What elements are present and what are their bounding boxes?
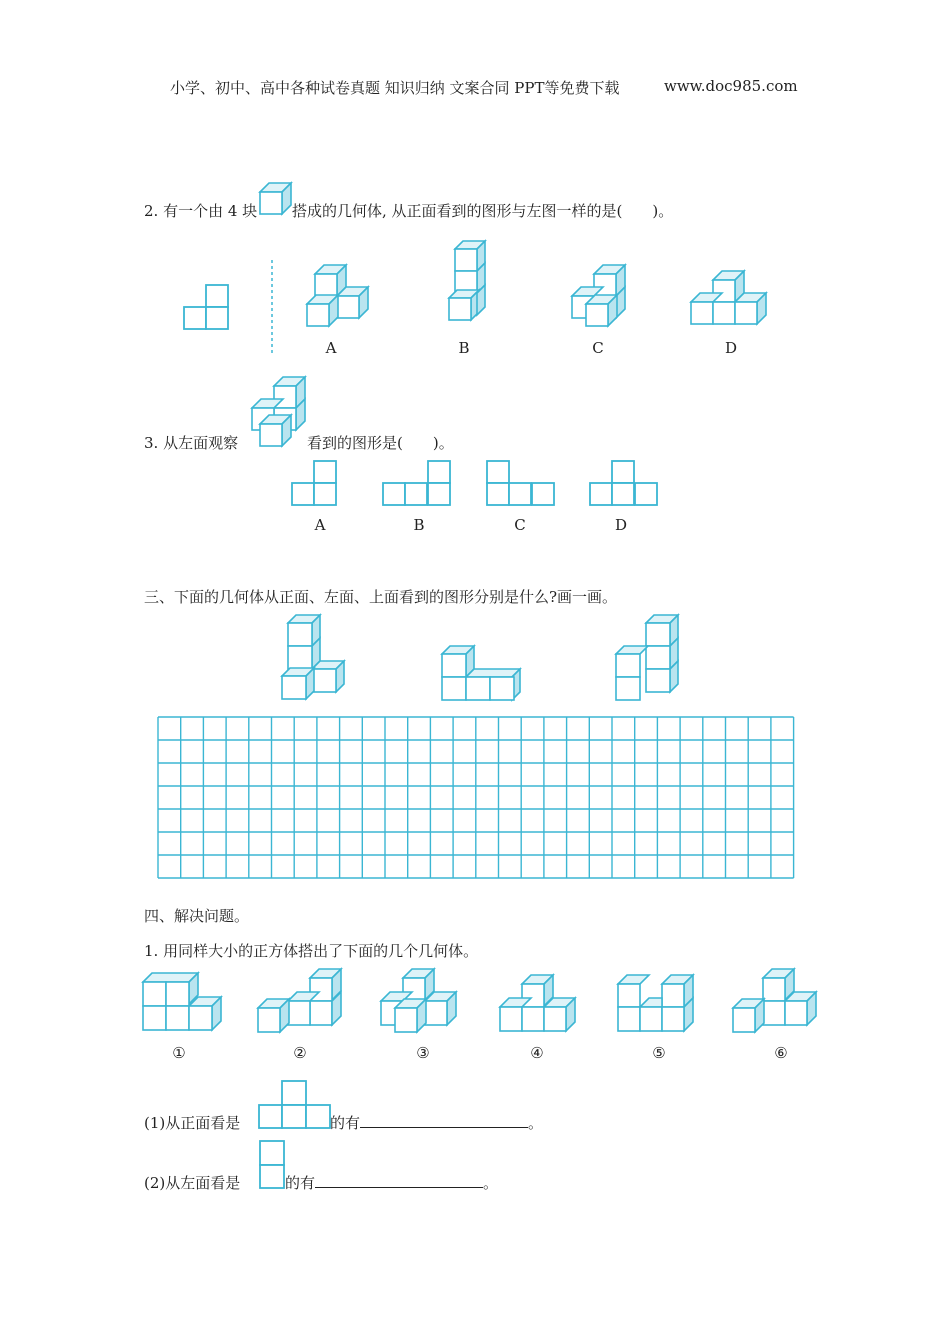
drawing-grid[interactable] — [157, 716, 795, 880]
sub2-answer-line[interactable] — [285, 1172, 498, 1193]
sub2-text-after: 的有 — [285, 1174, 316, 1192]
section4-label-5: ⑤ — [652, 1044, 666, 1062]
q2-text-after: 搭成的几何体, 从正面看到的图形与左图一样的是( )。 — [292, 202, 674, 220]
q3-option-c-label[interactable]: C — [514, 516, 526, 534]
q3-option-d-label[interactable]: D — [614, 516, 628, 534]
q3-option-a-label[interactable]: A — [314, 516, 326, 534]
q2-option-d-figure — [689, 270, 769, 328]
q2-text-before: 2. 有一个由 4 块 — [144, 202, 258, 220]
q3-option-b-label[interactable]: B — [413, 516, 425, 534]
section4-label-3: ③ — [416, 1044, 430, 1062]
section3-figure-2 — [440, 645, 522, 703]
section3-title: 三、下面的几何体从正面、左面、上面看到的图形分别是什么?画一画。 — [144, 588, 618, 606]
section4-q1-text: 1. 用同样大小的正方体搭出了下面的几个几何体。 — [144, 942, 479, 960]
q3-option-a-figure — [291, 460, 339, 508]
q3-text-before: 3. 从左面观察 — [144, 434, 239, 452]
q2-option-b-figure — [448, 240, 490, 328]
header-url: www.doc985.com — [664, 77, 798, 95]
q3-text-after: 看到的图形是( )。 — [307, 434, 454, 452]
q3-option-d-figure — [589, 460, 661, 508]
section4-label-1: ① — [172, 1044, 186, 1062]
sub1-front-view-figure — [258, 1079, 332, 1131]
section4-label-6: ⑥ — [774, 1044, 788, 1062]
q3-3d-figure — [250, 376, 310, 448]
section4-figure-4 — [498, 974, 578, 1034]
header-left: 小学、初中、高中各种试卷真题 知识归纳 文案合同 PPT等免费下载 — [170, 79, 620, 97]
q2-option-a-figure — [305, 264, 375, 328]
section4-figure-1 — [142, 972, 222, 1034]
single-cube-icon — [258, 181, 294, 217]
section4-label-4: ④ — [530, 1044, 544, 1062]
sub2-period: 。 — [483, 1174, 499, 1192]
q3-option-b-figure — [382, 460, 454, 508]
section3-figure-3 — [614, 614, 680, 702]
sub1-answer-line[interactable] — [330, 1112, 543, 1133]
sub2-text-before: (2)从左面看是 — [144, 1174, 241, 1192]
q2-divider — [270, 260, 274, 356]
section4-label-2: ② — [293, 1044, 307, 1062]
sub2-blank[interactable] — [315, 1173, 483, 1188]
q2-front-view-figure — [183, 284, 231, 332]
q2-option-c-figure — [570, 264, 630, 328]
section4-figure-6 — [731, 968, 821, 1034]
q2-option-a-label[interactable]: A — [325, 339, 337, 357]
section4-figure-2 — [256, 968, 342, 1034]
sub1-text-before: (1)从正面看是 — [144, 1114, 241, 1132]
section4-figure-3 — [379, 968, 459, 1034]
q2-option-b-label[interactable]: B — [458, 339, 470, 357]
section4-figure-5 — [616, 974, 696, 1034]
section4-title: 四、解决问题。 — [144, 907, 250, 925]
sub1-blank[interactable] — [360, 1113, 528, 1128]
q2-option-d-label[interactable]: D — [724, 339, 738, 357]
section3-figure-1 — [280, 614, 348, 702]
sub1-period: 。 — [528, 1114, 544, 1132]
sub2-left-view-figure — [258, 1139, 288, 1191]
sub1-text-after: 的有 — [330, 1114, 361, 1132]
q3-option-c-figure — [486, 460, 558, 508]
q2-option-c-label[interactable]: C — [592, 339, 604, 357]
